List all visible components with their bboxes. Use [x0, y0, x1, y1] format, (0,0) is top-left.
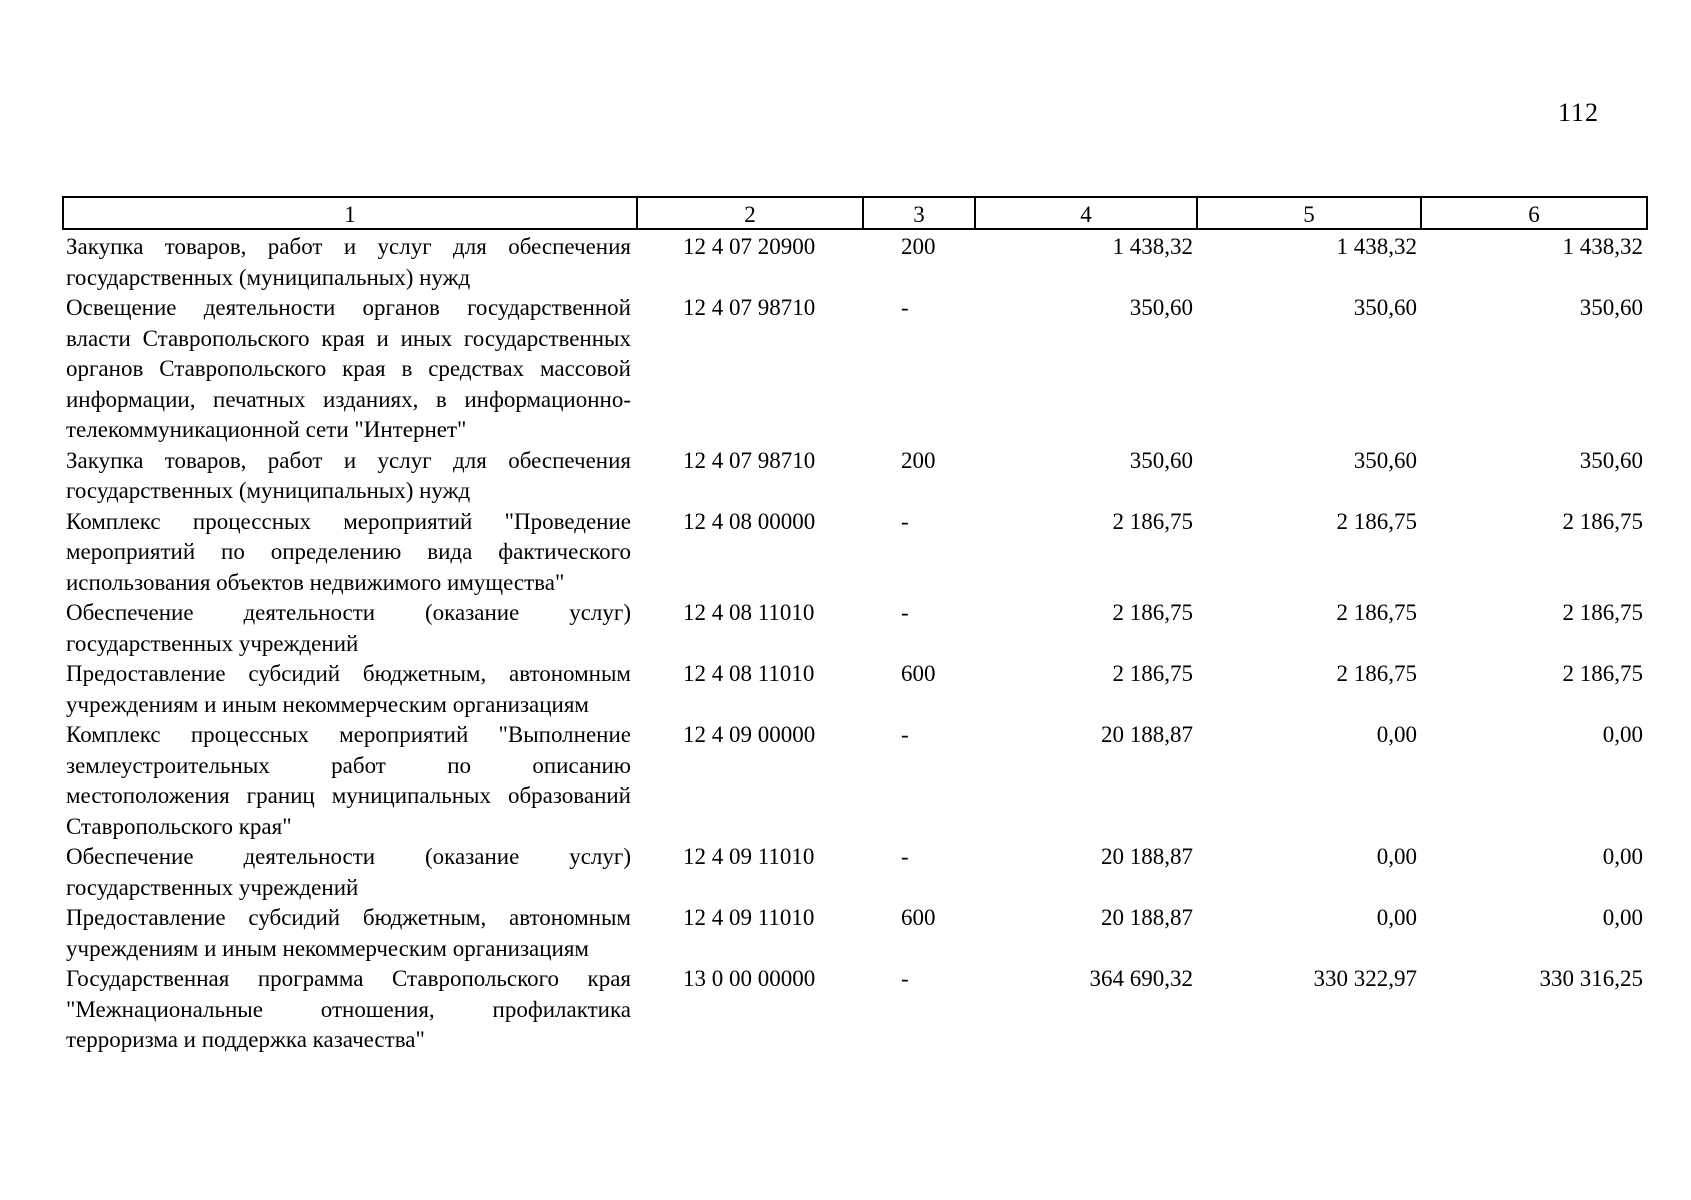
row-name: Обеспечение деятельности (оказание услуг) государственных учреждений	[66, 844, 631, 900]
table-row	[63, 507, 1647, 599]
table-row	[63, 293, 1647, 446]
row-value-5: 330 322,97	[1313, 966, 1417, 991]
table-row	[63, 446, 1647, 507]
row-name: Предоставление субсидий бюджетным, автономным учреждениям и иным некоммерческим организациям	[66, 905, 631, 961]
row-expense-type: 600	[901, 905, 936, 930]
row-name: Освещение деятельности органов государственной власти Ставропольского края и иных государственных органов Ставропольского края в средствах массовой информации, печатных изданиях, в информационно-телекоммуникационной сети "Интернет"	[66, 295, 631, 442]
row-name: Государственная программа Ставропольского края "Межнациональные отношения, профилактика терроризма и поддержка казачества"	[66, 966, 631, 1052]
table-row	[63, 842, 1647, 903]
row-value-4: 2 186,75	[1112, 661, 1193, 686]
header-col-1: 1	[63, 197, 637, 229]
row-value-6: 0,00	[1602, 905, 1643, 930]
row-expense-type: 200	[901, 234, 936, 259]
header-row	[63, 197, 1647, 229]
row-code: 13 0 00 00000	[683, 966, 816, 991]
row-value-5: 0,00	[1376, 844, 1417, 869]
row-value-6: 350,60	[1579, 295, 1643, 320]
table-body	[63, 229, 1647, 1056]
row-code: 12 4 08 11010	[683, 600, 815, 625]
page-number: 112	[1558, 98, 1600, 127]
row-name: Закупка товаров, работ и услуг для обеспечения государственных (муниципальных) нужд	[66, 234, 631, 290]
row-code: 12 4 09 11010	[683, 905, 815, 930]
table-row	[63, 720, 1647, 842]
row-expense-type: -	[901, 295, 909, 320]
row-value-5: 2 186,75	[1336, 600, 1417, 625]
row-code: 12 4 07 20900	[683, 234, 816, 259]
row-value-4: 1 438,32	[1112, 234, 1193, 259]
table-row	[63, 903, 1647, 964]
row-code: 12 4 07 98710	[683, 447, 816, 473]
row-expense-type: -	[901, 722, 909, 747]
header-col-3: 3	[863, 197, 975, 229]
row-value-5: 2 186,75	[1336, 661, 1417, 686]
header-col-4: 4	[975, 197, 1197, 229]
row-value-4: 20 188,87	[1101, 905, 1193, 930]
row-value-6: 2 186,75	[1562, 600, 1643, 625]
row-expense-type: -	[901, 508, 909, 534]
row-code: 12 4 09 00000	[683, 722, 816, 747]
row-value-6: 0,00	[1602, 722, 1643, 747]
table-row	[63, 964, 1647, 1056]
row-expense-type: -	[901, 600, 909, 625]
header-col-2: 2	[637, 197, 863, 229]
table-row	[63, 659, 1647, 720]
row-value-6: 1 438,32	[1562, 234, 1643, 259]
row-value-5: 0,00	[1376, 722, 1417, 747]
row-value-6: 2 186,75	[1562, 508, 1643, 534]
row-name: Комплекс процессных мероприятий "Проведение мероприятий по определению вида фактического использования объектов недвижимого имущества"	[66, 508, 631, 595]
row-value-4: 20 188,87	[1101, 844, 1193, 869]
row-value-5: 350,60	[1353, 295, 1417, 320]
row-value-6: 0,00	[1602, 844, 1643, 869]
row-name: Предоставление субсидий бюджетным, автономным учреждениям и иным некоммерческим организациям	[66, 661, 631, 717]
row-value-6: 330 316,25	[1539, 966, 1643, 991]
row-name: Обеспечение деятельности (оказание услуг) государственных учреждений	[66, 600, 631, 656]
row-code: 12 4 07 98710	[683, 295, 816, 320]
row-value-6: 350,60	[1579, 447, 1643, 473]
row-code: 12 4 09 11010	[683, 844, 815, 869]
row-value-4: 350,60	[1129, 447, 1193, 473]
row-value-5: 0,00	[1376, 905, 1417, 930]
row-value-4: 2 186,75	[1112, 508, 1193, 534]
row-name: Закупка товаров, работ и услуг для обеспечения государственных (муниципальных) нужд	[66, 447, 631, 503]
row-name: Комплекс процессных мероприятий "Выполнение землеустроительных работ по описанию местоположения границ муниципальных образований Ставропольского края"	[66, 722, 631, 839]
row-code: 12 4 08 00000	[683, 508, 816, 534]
row-value-5: 1 438,32	[1336, 234, 1417, 259]
row-value-4: 364 690,32	[1089, 966, 1193, 991]
row-code: 12 4 08 11010	[683, 661, 815, 686]
row-value-6: 2 186,75	[1562, 661, 1643, 686]
table-row	[63, 229, 1647, 293]
header-col-5: 5	[1197, 197, 1421, 229]
row-expense-type: -	[901, 844, 909, 869]
row-expense-type: -	[901, 966, 909, 991]
row-expense-type: 200	[901, 447, 936, 473]
row-value-4: 350,60	[1129, 295, 1193, 320]
row-expense-type: 600	[901, 661, 936, 686]
row-value-5: 350,60	[1353, 447, 1417, 473]
row-value-5: 2 186,75	[1336, 508, 1417, 534]
row-value-4: 20 188,87	[1101, 722, 1193, 747]
row-value-4: 2 186,75	[1112, 600, 1193, 625]
table-header	[63, 197, 1647, 229]
table-row	[63, 598, 1647, 659]
budget-table	[62, 196, 1648, 1056]
header-col-6: 6	[1421, 197, 1647, 229]
